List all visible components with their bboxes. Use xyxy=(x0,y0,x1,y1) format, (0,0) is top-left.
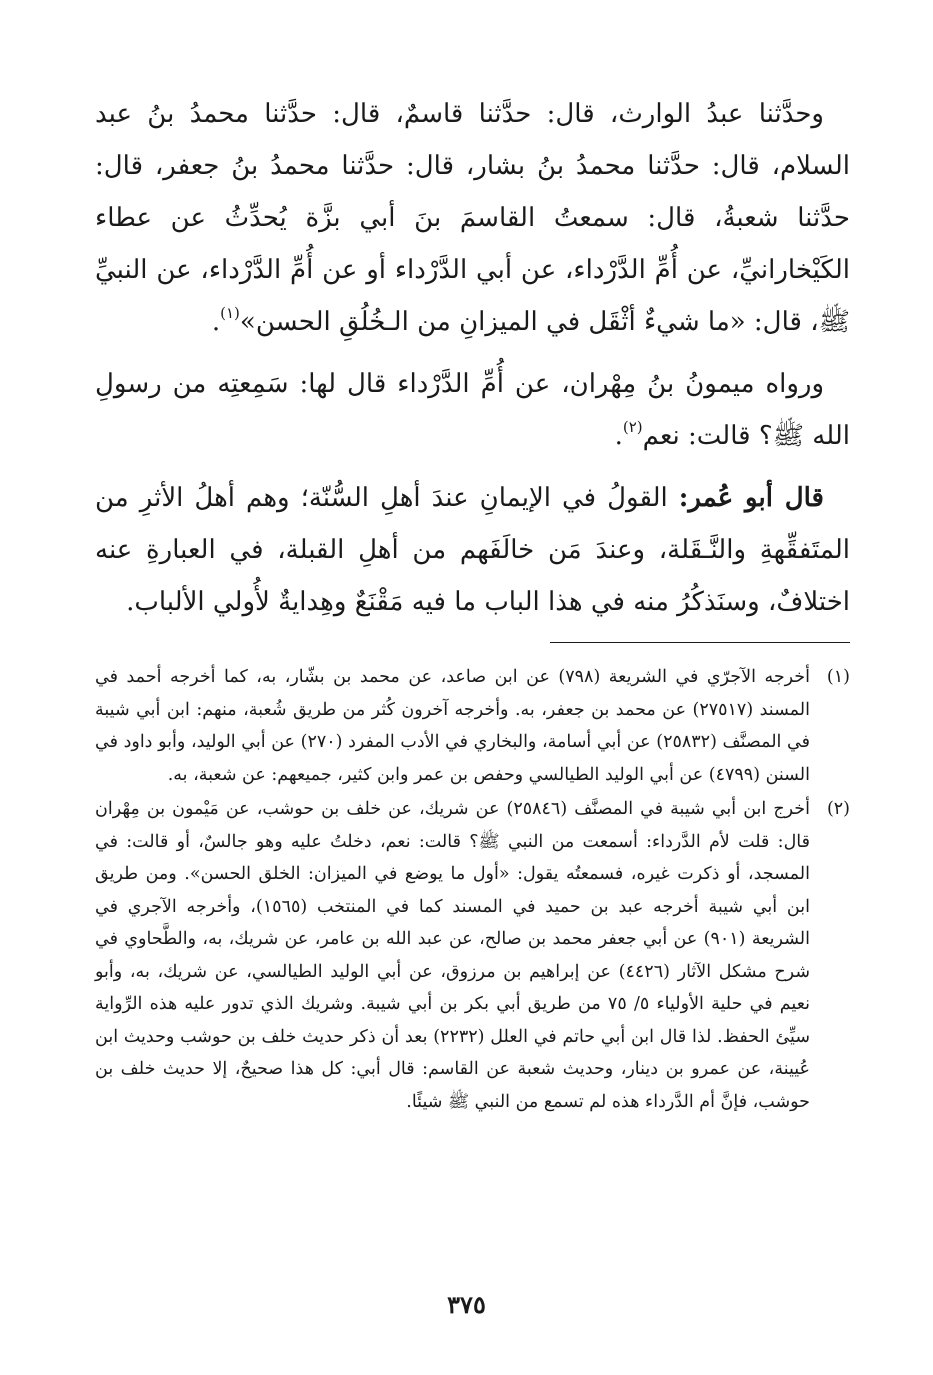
paragraph-text: وحدَّثنا عبدُ الوارث، قال: حدَّثنا قاسمٌ، قال: حدَّثنا محمدُ بنُ عبد السلام، قال: حدَّثنا محمدُ بنُ بشار، قال: حدَّثنا محمدُ بنُ جعفر، قال: حدَّثنا شعبةُ، قال: سمعتُ القاسمَ بنَ أبي بزَّة يُحدِّثُ عن عطاء الكَيْخارانيِّ، عن أُمِّ الدَّرْداء، عن أبي الدَّرْداء أو عن أُمِّ الدَّرْداء، عن النبيِّ ﷺ، قال: «ما شيءٌ أثْقَل في الميزانِ من الـخُلُقِ الحسن» xyxy=(95,99,850,337)
page-number: ٣٧٥ xyxy=(447,1290,486,1319)
footnote-separator xyxy=(550,642,850,643)
footnote-item xyxy=(95,793,850,1118)
paragraph-maymun-narration xyxy=(95,358,850,462)
footnote-reference[interactable]: (٢) xyxy=(622,418,643,436)
paragraph-hadith-chain xyxy=(95,88,850,348)
footnote-text: أخرجه الآجرّي في الشريعة (٧٩٨) عن ابن صاعد، عن محمد بن بشّار، به، كما أخرجه أحمد في المسند (٢٧٥١٧) عن محمد بن جعفر، به. وأخرجه آخرون كُثر من طريق شُعبة، منهم: ابن أبي شيبة في المصنَّف (٢٥٨٣٢) عن أبي أسامة، والبخاري في الأدب المفرد (٢٧٠) عن أبي الوليد، وأبو داود في السنن (٤٧٩٩) عن أبي الوليد الطيالسي وحفص بن عمر وابن كثير، جميعهم: عن شعبة، به. xyxy=(95,667,810,785)
footnote-text: أخرج ابن أبي شيبة في المصنَّف (٢٥٨٤٦) عن شريك، عن خلف بن حوشب، عن مَيْمون بن مِهْران قال: قلت لأم الدَّرداء: أسمعت من النبي ﷺ؟ قالت: نعم، دخلتُ عليه وهو جالسٌ، أو قالت: في المسجد، أو ذكرت غيره، فسمعتُه يقول: «أول ما يوضع في الميزان: الخلق الحسن». ومن طريق ابن أبي شيبة أخرجه عبد بن حميد في المسند كما في المنتخب (١٥٦٥)، وأخرجه الآجري في الشريعة (٩٠١) عن أبي جعفر محمد بن صالح، عن عبد الله بن عامر، عن شريك، به، والطَّحاوي في شرح مشكل الآثار (٤٤٢٦) عن إبراهيم بن مرزوق، عن أبي الوليد الطيالسي، عن شريك، به، وأبو نعيم في حلية الأولياء ٥/ ٧٥ من طريق أبي بكر بن أبي شيبة. وشريك الذي تدور عليه هذه الرِّواية سيِّئ الحفظ. لذا قال ابن أبي حاتم في العلل (٢٢٣٢) بعد أن ذكر حديث خلف بن حوشب وحديث ابن عُيينة، عن عمرو بن دينار، وحديث شعبة عن القاسم: قال أبي: كل هذا صحيحٌ، إلا حديث خلف بن حوشب، فإنَّ أم الدَّرداء هذه لم تسمع من النبي ﷺ شيئًا. xyxy=(95,799,811,1112)
paragraph-text: القولُ في الإيمانِ عندَ أهلِ السُّنّة؛ وهم أهلُ الأثرِ من المتَفقِّهةِ والنَّـقَلة، وعندَ مَن خالَفَهم من أهلِ القبلة، في العبارةِ عنه اختلافٌ، وسنَذكُرُ منه في هذا الباب ما فيه مَقْنَعٌ وهِدايةٌ لأُولي الألباب. xyxy=(95,483,850,617)
book-page xyxy=(95,88,850,1358)
main-text xyxy=(95,88,850,628)
paragraph-abu-umar xyxy=(95,472,850,628)
footnotes xyxy=(95,661,850,1118)
footnote-reference[interactable]: (١) xyxy=(220,304,240,322)
footnote-item xyxy=(95,661,850,791)
paragraph-text: ورواه ميمونُ بنُ مِهْران، عن أُمِّ الدَّرْداء قال لها: سَمِعتِه من رسولِ الله ﷺ؟ قالت: نعم xyxy=(95,369,850,451)
paragraph-end: . xyxy=(614,421,623,451)
paragraph-lead: قال أبو عُمر: xyxy=(678,483,824,513)
footnote-number: (٢) xyxy=(826,799,850,819)
paragraph-end: . xyxy=(211,307,221,337)
footnote-number: (١) xyxy=(826,667,850,687)
